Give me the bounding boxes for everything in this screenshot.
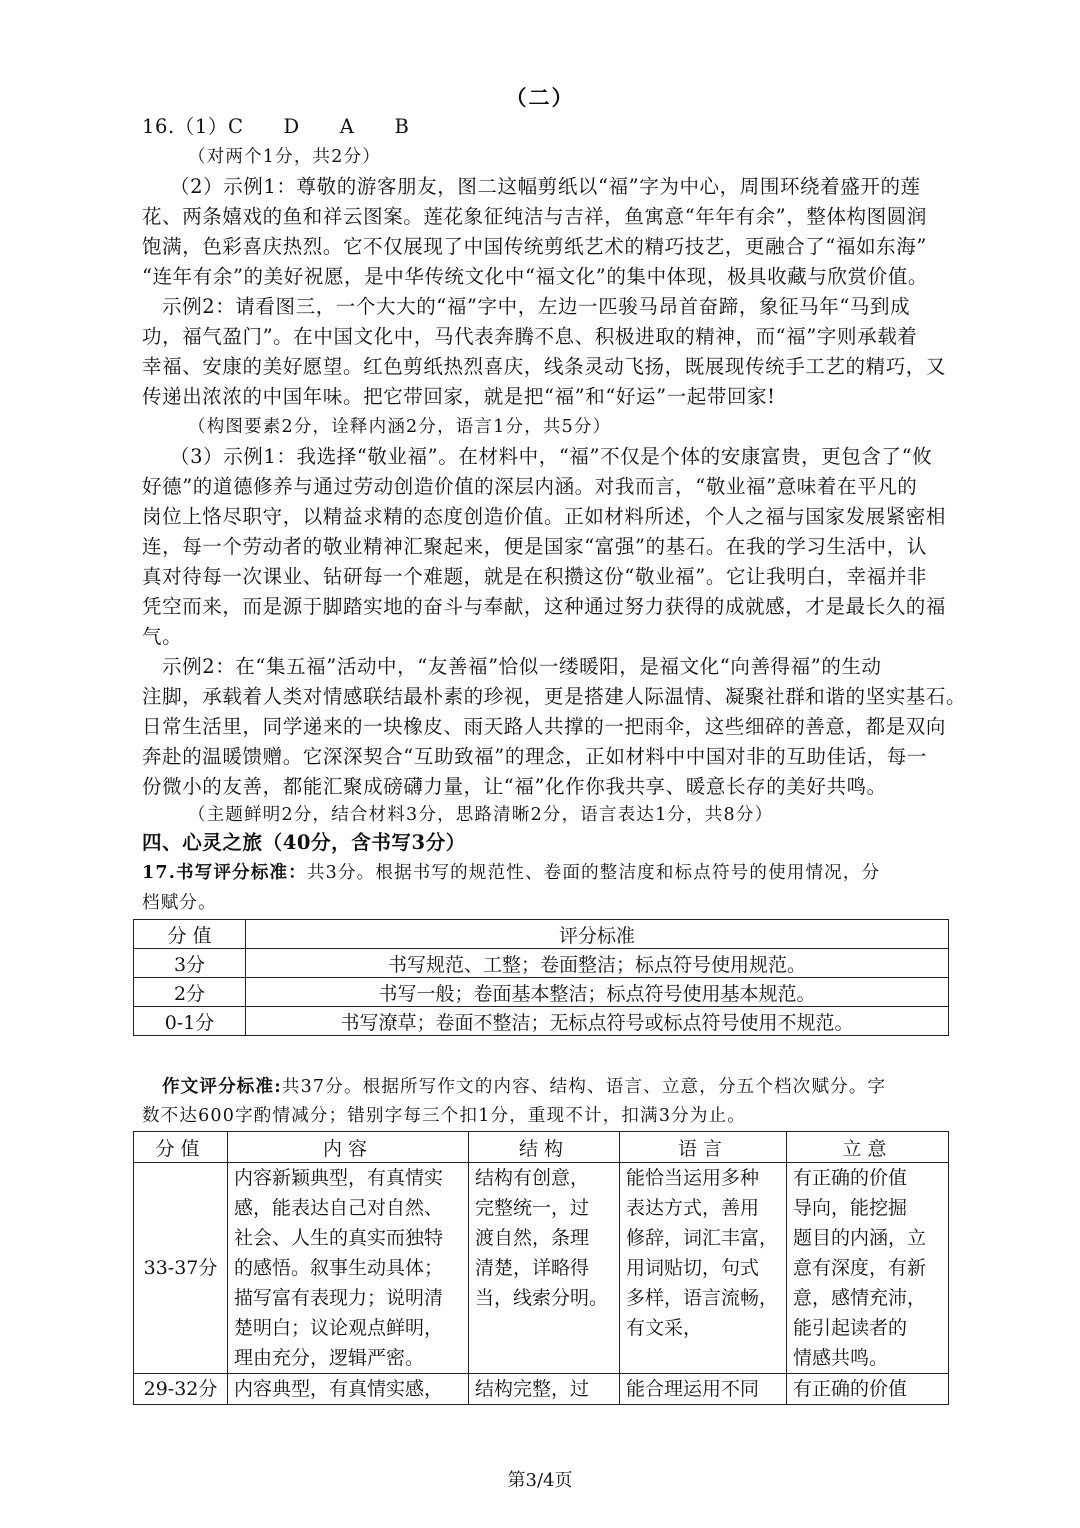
cell-line: 情感共鸣。 [793,1347,889,1369]
q16-p3-line: 份微小的友善，都能汇聚成磅礴力量，让“福”化作你我共享、暖意长存的美好共鸣。 [142,775,887,798]
writing-score-table [133,919,949,1036]
cell-line: 内容典型，有真情实感， [234,1378,444,1400]
q17-writing-text: 共3分。根据书写的规范性、卷面的整洁度和标点符号的使用情况，分 [306,863,881,883]
table-row [134,1007,949,1036]
q16-scoring-note-1: （对两个1分，共2分） [188,147,381,167]
idea-cell [787,1374,949,1405]
cell-line: 意有深度，有新 [793,1257,927,1279]
cell-line: 题目的内涵，立 [793,1227,927,1249]
header-structure: 结构 [469,1132,620,1163]
section-title: （二） [505,85,575,110]
answer-2: D [283,115,300,138]
cell-line: 意，感情充沛， [793,1287,927,1309]
q16-p3-line: 好德”的道德修养与通过劳动创造价值的深层内涵。对我而言，“敬业福”意味着在平凡的 [142,475,918,498]
cell-line: 内容新颖典型，有真情实 [234,1167,444,1189]
cell-line: 结构有创意， [475,1167,590,1189]
q16-p3-line: 气。 [142,625,183,648]
structure-cell [469,1163,620,1374]
q16-p2-line: 功，福气盈门”。在中国文化中，马代表奔腾不息、积极进取的精神，而“福”字则承载着 [142,325,918,348]
q16-p3-line: 日常生活里，同学递来的一块橡皮、雨天路人共撑的一把雨伞，这些细碎的善意，都是双向 [142,715,947,738]
header-idea: 立意 [787,1132,949,1163]
cell-line: 用词贴切，句式 [626,1257,760,1279]
essay-head: 作文评分标准: [162,1077,282,1097]
cell-line: 描写富有表现力；说明清 [234,1287,444,1309]
score-cell: 3分 [134,949,246,978]
q16-p2-line: 饱满，色彩喜庆热烈。它不仅展现了中国传统剪纸艺术的精巧技艺，更融合了“福如东海” [142,235,927,258]
q17-writing-criteria [142,858,952,888]
answer-1: 16.（1）C [142,115,244,138]
header-score: 分值 [134,1132,228,1163]
score-cell: 0-1分 [134,1007,246,1036]
table-row [134,978,949,1007]
essay-text-2: 数不达600字酌情减分；错别字每三个扣1分，重现不计，扣满3分为止。 [142,1106,746,1126]
essay-criteria [162,1072,972,1102]
q16-p2-line: “连年有余”的美好祝愿，是中华传统文化中“福文化”的集中体现，极具收藏与欣赏价值。 [142,265,928,288]
table-header-row [134,920,949,949]
score-cell: 33-37分 [134,1163,228,1374]
cell-line: 完整统一，过 [475,1197,590,1219]
q16-p3-line: 凭空而来，而是源于脚踏实地的奋斗与奉献，这种通过努力获得的成就感，才是最长久的福 [142,595,947,618]
cell-line: 有文采， [626,1317,703,1339]
language-cell [620,1374,787,1405]
content-cell [228,1163,469,1374]
q16-p3-line: 岗位上恪尽职守，以精益求精的态度创造价值。正如材料所述，个人之福与国家发展紧密相 [142,505,947,528]
table-row [134,1374,949,1405]
cell-line: 感，能表达自己对自然、 [234,1197,444,1219]
header-score: 分 值 [134,920,246,949]
q17-writing-text-2: 档赋分。 [142,893,217,913]
cell-line: 渡自然，条理 [475,1227,590,1249]
q16-scoring-note-3: （主题鲜明2分，结合材料3分，思路清晰2分，语言表达1分，共8分） [188,805,774,825]
q16-p2-line: 示例2：请看图三，一个大大的“福”字中，左边一匹骏马昂首奋蹄，象征马年“马到成 [162,295,911,318]
score-cell: 2分 [134,978,246,1007]
q16-p3-line: 真对待每一次课业、钻研每一个难题，就是在积攒这份“敬业福”。它让我明白，幸福并非 [142,565,927,588]
q16-p3-line: 注脚，承载着人类对情感联结最朴素的珍视，更是搭建人际温情、凝聚社群和谐的坚实基石。 [142,685,967,708]
criteria-cell: 书写潦草；卷面不整洁；无标点符号或标点符号使用不规范。 [246,1007,949,1036]
table-row [134,949,949,978]
q16-p2-line: （2）示例1：尊敬的游客朋友，图二这幅剪纸以“福”字为中心，周围环绕着盛开的莲 [170,175,921,198]
answer-4: B [394,115,410,138]
cell-line: 楚明白；议论观点鲜明， [234,1317,444,1339]
cell-line: 导向，能挖掘 [793,1197,908,1219]
q16-p2-line: 花、两条嬉戏的鱼和祥云图案。莲花象征纯洁与吉祥，鱼寓意“年年有余”，整体构图圆润 [142,205,927,228]
language-cell [620,1163,787,1374]
structure-cell [469,1374,620,1405]
essay-text: 共37分。根据所写作文的内容、结构、语言、立意，分五个档次赋分。字 [281,1077,887,1097]
page-number: 第3/4页 [507,1470,573,1491]
cell-line: 多样，语言流畅， [626,1287,779,1309]
cell-line: 能引起读者的 [793,1317,908,1339]
cell-line: 当，线索分明。 [475,1287,609,1309]
q16-p3-line: 示例2：在“集五福”活动中，“友善福”恰似一缕暖阳，是福文化“向善得福”的生动 [162,655,882,678]
q16-p2-line: 幸福、安康的美好愿望。红色剪纸热烈喜庆，线条灵动飞扬，既展现传统手工艺的精巧，又 [142,355,947,378]
cell-line: 的感悟。叙事生动具体； [234,1257,444,1279]
header-content: 内容 [228,1132,469,1163]
criteria-cell: 书写规范、工整；卷面整洁；标点符号使用规范。 [246,949,949,978]
cell-line: 修辞，词汇丰富， [626,1227,779,1249]
q17-writing-head: 17.书写评分标准： [142,863,307,883]
cell-line: 有正确的价值 [793,1378,908,1400]
part4-title: 四、心灵之旅（40分，含书写3分） [142,831,466,854]
idea-cell [787,1163,949,1374]
q16-p3-line: 奔赴的温暖馈赠。它深深契合“互助致福”的理念，正如材料中中国对非的互助佳话，每一 [142,745,927,768]
cell-line: 清楚，详略得 [475,1257,590,1279]
cell-line: 理由充分，逻辑严密。 [234,1347,425,1369]
q16-part1-answers [142,112,952,142]
essay-score-table [133,1131,949,1405]
header-language: 语言 [620,1132,787,1163]
q16-p3-line: （3）示例1：我选择“敬业福”。在材料中，“福”不仅是个体的安康富贵，更包含了“攸 [170,445,933,468]
table-row [134,1163,949,1374]
q16-p3-line: 连，每一个劳动者的敬业精神汇聚起来，便是国家“富强”的基石。在我的学习生活中，认 [142,535,927,558]
cell-line: 社会、人生的真实而独特 [234,1227,444,1249]
cell-line: 能合理运用不同 [626,1378,760,1400]
cell-line: 能恰当运用多种 [626,1167,760,1189]
q16-p2-line: 传递出浓浓的中国年味。把它带回家，就是把“福”和“好运”一起带回家! [142,385,776,408]
content-cell [228,1374,469,1405]
score-cell: 29-32分 [134,1374,228,1405]
answer-3: A [339,115,355,138]
cell-line: 表达方式，善用 [626,1197,760,1219]
cell-line: 结构完整，过 [475,1378,590,1400]
criteria-cell: 书写一般；卷面基本整洁；标点符号使用基本规范。 [246,978,949,1007]
cell-line: 有正确的价值 [793,1167,908,1189]
table-header-row [134,1132,949,1163]
q16-scoring-note-2: （构图要素2分，诠释内涵2分，语言1分，共5分） [188,417,612,437]
header-criteria: 评分标准 [246,920,949,949]
